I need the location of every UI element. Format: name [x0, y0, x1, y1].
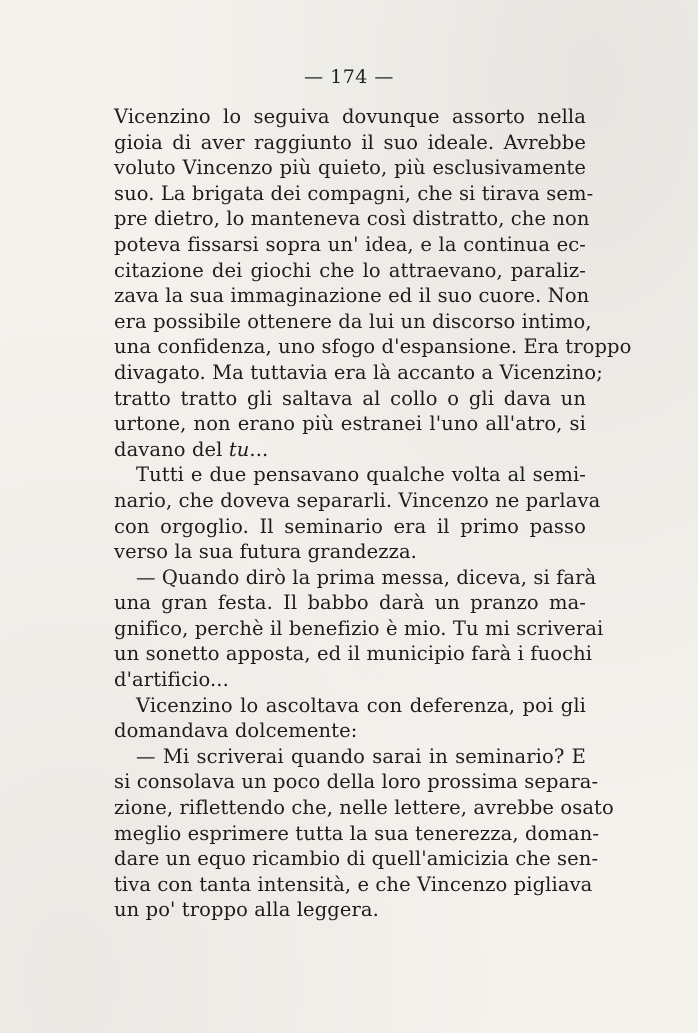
text-line: — Mi scriverai quando sarai in seminario? E — [136, 744, 586, 768]
text-line: gnifico, perchè il benefizio è mio. Tu mi scriverai — [114, 616, 604, 640]
text-line: zione, riflettendo che, nelle lettere, avrebbe osato — [114, 796, 614, 820]
text-line: gioia di aver raggiunto il suo ideale. Avrebbe — [114, 130, 586, 154]
text-line: domandava dolcemente: — [114, 719, 358, 743]
text-line: un po' troppo alla leggera. — [114, 898, 379, 922]
text-line: meglio esprimere tutta la sua tenerezza, doman- — [114, 821, 600, 845]
text-line: voluto Vincenzo più quieto, più esclusivamente — [114, 156, 586, 180]
text-line: zava la sua immaginazione ed il suo cuore. Non — [114, 284, 590, 308]
text-line: — Quando dirò la prima messa, diceva, si farà — [136, 565, 597, 589]
text-line: tiva con tanta intensità, e che Vincenzo pigliava — [114, 872, 593, 896]
text-line: suo. La brigata dei compagni, che si tirava sem- — [114, 181, 594, 205]
text-line: pre dietro, lo manteneva così distratto, che non — [114, 207, 590, 231]
text-line: con orgoglio. Il seminario era il primo passo — [114, 514, 586, 538]
text-line: una gran festa. Il babbo darà un pranzo ma- — [114, 591, 586, 615]
text-line: Vicenzino lo ascoltava con deferenza, poi gli — [136, 693, 586, 717]
text-line: tratto tratto gli saltava al collo o gli dava un — [114, 386, 586, 410]
text-line: urtone, non erano più estranei l'uno all'atro, si — [114, 412, 586, 436]
text-line: d'artificio... — [114, 668, 229, 692]
text-line: si consolava un poco della loro prossima separa- — [114, 770, 599, 794]
body-text — [114, 104, 632, 923]
text-line: un sonetto apposta, ed il municipio farà i fuochi — [114, 642, 593, 666]
text-line: citazione dei giochi che lo attraevano, paraliz- — [114, 258, 586, 282]
text-line: una confidenza, uno sfogo d'espansione. Era troppo — [114, 335, 632, 359]
text-line: davano del tu... — [114, 437, 269, 461]
italic-word: tu — [228, 437, 250, 461]
text-line: verso la sua futura grandezza. — [114, 540, 417, 564]
page-number: — 174 — — [304, 66, 394, 88]
text-line: era possibile ottenere da lui un discorso intimo, — [114, 309, 592, 333]
text-line: Vicenzino lo seguiva dovunque assorto nella — [114, 105, 586, 128]
text-line: dare un equo ricambio di quell'amicizia che sen- — [114, 847, 599, 871]
text-line: poteva fissarsi sopra un' idea, e la continua ec- — [114, 232, 586, 256]
text-line: Tutti e due pensavano qualche volta al semi- — [136, 463, 586, 487]
text-line: nario, che doveva separarli. Vincenzo ne parlava — [114, 488, 601, 512]
text-line: divagato. Ma tuttavia era là accanto a Vicenzino; — [114, 360, 603, 384]
